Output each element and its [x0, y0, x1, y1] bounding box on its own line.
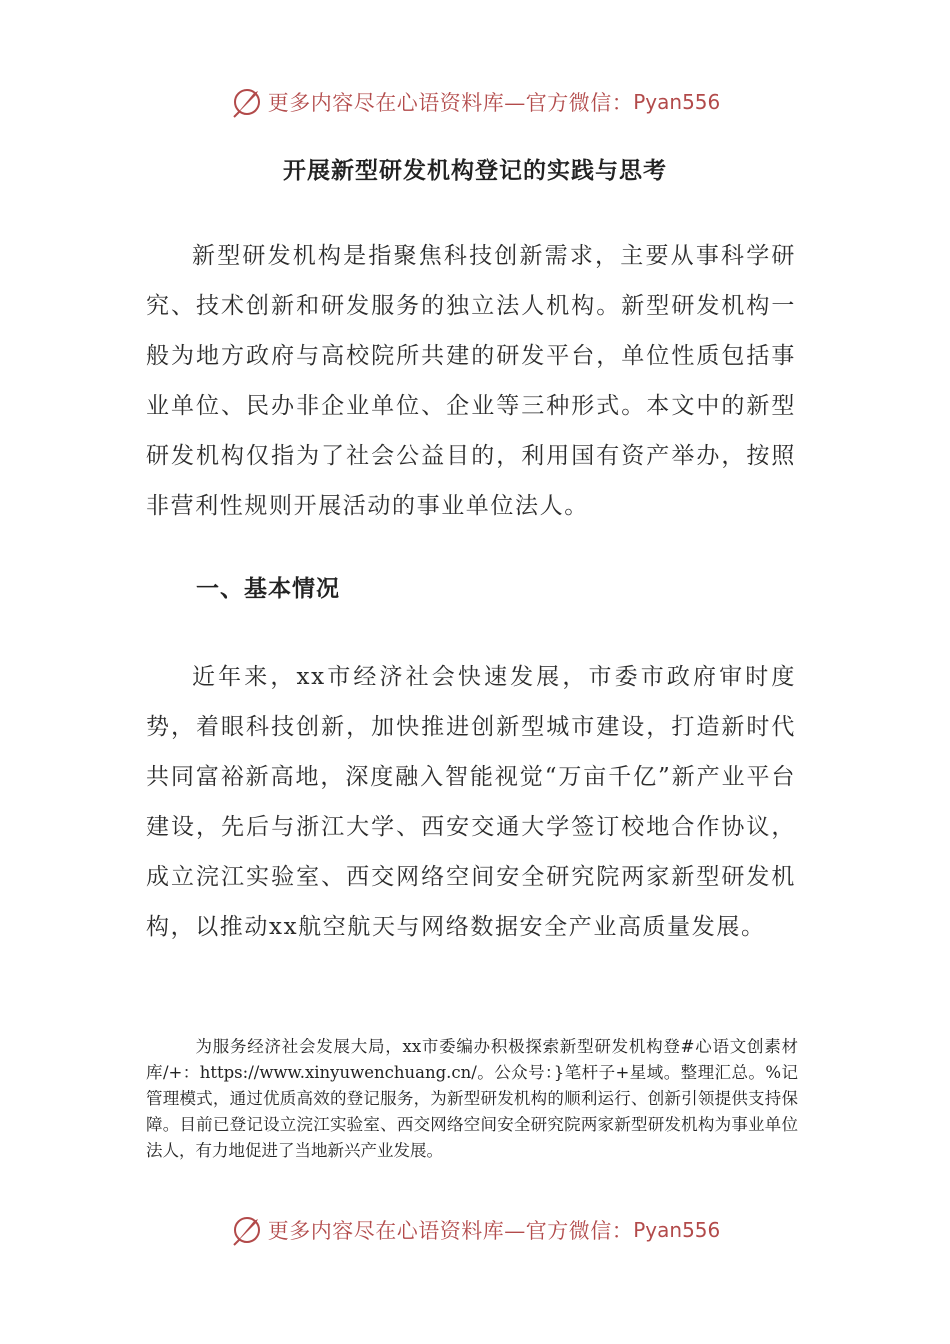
section-heading: 一、基本情况 — [196, 576, 340, 602]
paragraph-basic-situation: 近年来，xx市经济社会快速发展，市委市政府审时度势，着眼科技创新，加快推进创新型城市建设，打造新时代共同富裕新高地，深度融入智能视觉“万亩千亿”新产业平台建设，先后与浙江大学、西安交通大学签订校地合作协议，成立浣江实验室、西交网络空间安全研究院两家新型研发机构，以推动xx航空航天与网络数据安全产业高质量发展。 — [146, 664, 796, 940]
quill-pen-logo-icon — [230, 85, 264, 119]
watermark-banner-top — [0, 82, 950, 122]
banner-wechat-id: Pyan556 — [633, 1218, 721, 1242]
banner-text: 更多内容尽在心语资料库—官方微信： — [267, 1219, 634, 1243]
paragraph-registration: 为服务经济社会发展大局，xx市委编办积极探索新型研发机构登#心语文创素材库/+：https://www.xinyuwenchuang.cn/。公众号：}笔杆子+星域。整理汇总。%记管理模式，通过优质高效的登记服务，为新型研发机构的顺利运行、创新引领提供支持保障。目前已登记设立浣江实验室、西交网络空间安全研究院两家新型研发机构为事业单位法人，有力地促进了当地新兴产业发展。 — [146, 1037, 798, 1160]
banner-wechat-id: Pyan556 — [633, 90, 721, 114]
watermark-banner-bottom — [0, 1210, 950, 1250]
document-title: 开展新型研发机构登记的实践与思考 — [283, 158, 667, 184]
banner-text: 更多内容尽在心语资料库—官方微信： — [267, 91, 634, 115]
paragraph-intro: 新型研发机构是指聚焦科技创新需求，主要从事科学研究、技术创新和研发服务的独立法人机构。新型研发机构一般为地方政府与高校院所共建的研发平台，单位性质包括事业单位、民办非企业单位、企业等三种形式。本文中的新型研发机构仅指为了社会公益目的，利用国有资产举办，按照非营利性规则开展活动的事业单位法人。 — [146, 243, 796, 519]
quill-pen-logo-icon — [230, 1213, 264, 1247]
